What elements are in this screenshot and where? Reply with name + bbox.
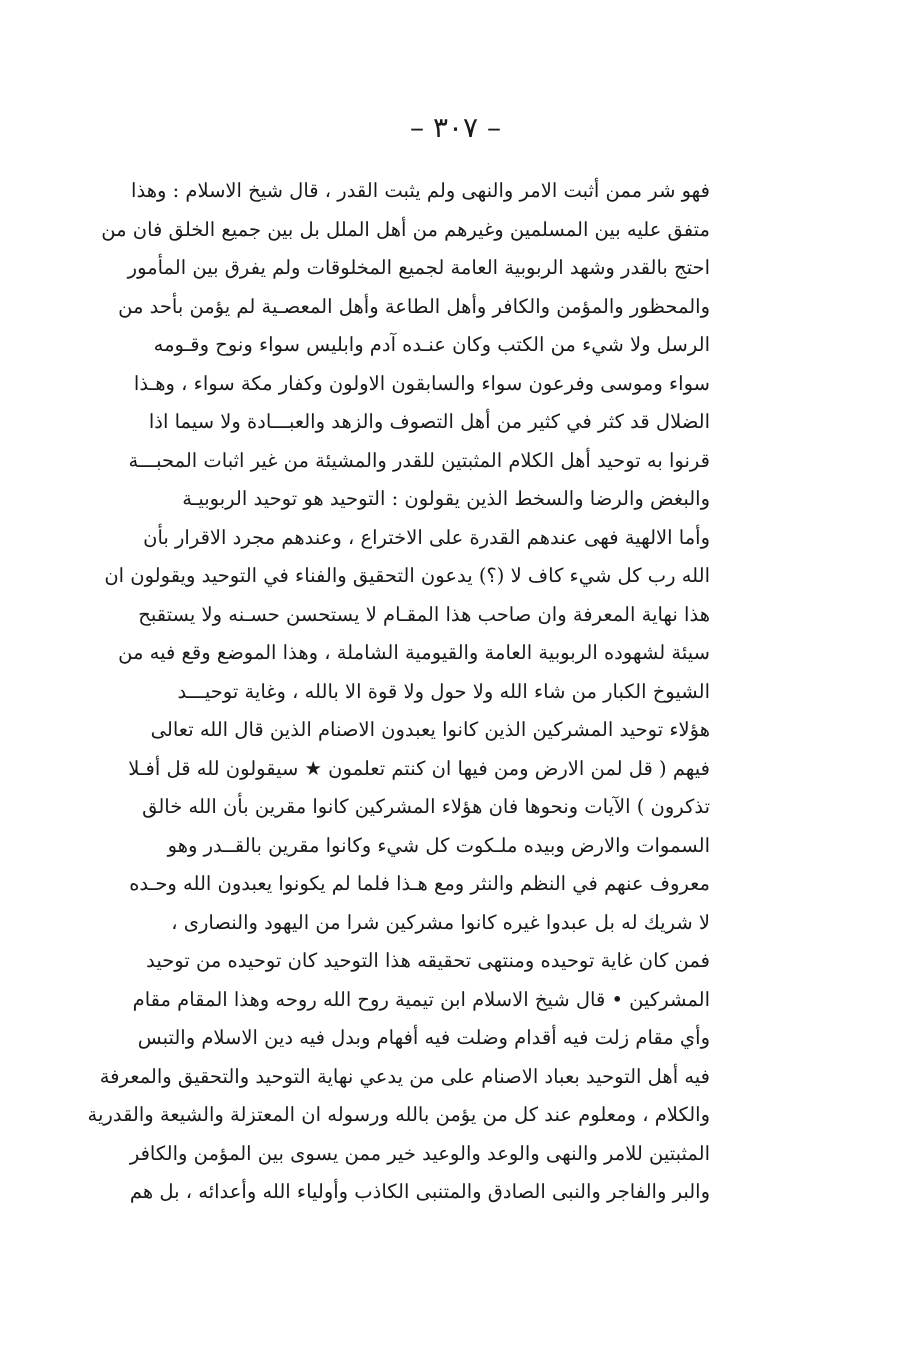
text-line: وأي مقام زلت فيه أقدام وضلت فيه أفهام وبدل فيه دين الاسلام والتبس xyxy=(137,1026,710,1049)
text-line: الشيوخ الكبار من شاء الله ولا حول ولا قوة الا بالله ، وغاية توحيـــد xyxy=(177,679,710,703)
text-line: المشركين • قال شيخ الاسلام ابن تيمية روح الله روحه وهذا المقام مقام xyxy=(132,987,710,1011)
text-line: سواء وموسى وفرعون سواء والسابقون الاولون وكفار مكة سواء ، وهـذا xyxy=(133,371,710,395)
text-line: والكلام ، ومعلوم عند كل من يؤمن بالله ورسوله ان المعتزلة والشيعة والقدرية xyxy=(87,1103,710,1126)
text-line: الرسل ولا شيء من الكتب وكان عنـده آدم وابليس سواء ونوح وقـومه xyxy=(153,333,710,356)
text-line: قرنوا به توحيد أهل الكلام المثبتين للقدر والمشيئة من غير اثبات المحبـــة xyxy=(128,448,710,472)
text-line: والبغض والرضا والسخط الذين يقولون : التوحيد هو توحيد الربوبيـة xyxy=(182,487,710,510)
text-line: متفق عليه بين المسلمين وغيرهم من أهل الملل بل بين جميع الخلق فان من xyxy=(101,217,710,241)
text-line: والبر والفاجر والنبى الصادق والمتنبى الكاذب وأولياء الله وأعدائه ، بل هم xyxy=(129,1180,710,1203)
text-line: والمحظور والمؤمن والكافر وأهل الطاعة وأهل المعصـية لم يؤمن بأحد من xyxy=(118,294,710,318)
text-line: سيئة لشهوده الربوبية العامة والقيومية الشاملة ، وهذا الموضع وقع فيه من xyxy=(118,641,710,664)
text-line: هؤلاء توحيد المشركين الذين كانوا يعبدون الاصنام الذين قال الله تعالى xyxy=(150,718,710,741)
text-line: فمن كان غاية توحيده ومنتهى تحقيقه هذا التوحيد كان توحيده من توحيد xyxy=(146,949,710,972)
page-number: – ٣٠٧ – xyxy=(410,111,501,144)
text-line: وأما الالهية فهى عندهم القدرة على الاختراع ، وعندهم مجرد الاقرار بأن xyxy=(143,525,710,549)
text-line: معروف عنهم في النظم والنثر ومع هـذا فلما لم يكونوا يعبدون الله وحـده xyxy=(129,872,710,895)
text-line: لا شريك له بل عبدوا غيره كانوا مشركين شرا من اليهود والنصارى ، xyxy=(171,910,710,934)
text-line: المثبتين للامر والنهى والوعد والوعيد خير ممن يسوى بين المؤمن والكافر xyxy=(129,1141,710,1165)
text-line: الضلال قد كثر في كثير من أهل التصوف والزهد والعبـــادة ولا سيما اذا xyxy=(148,410,710,433)
text-line: احتج بالقدر وشهد الربوبية العامة لجميع المخلوقات ولم يفرق بين المأمور xyxy=(127,256,710,279)
text-line: تذكرون ) الآيات ونحوها فان هؤلاء المشركين كانوا مقرين بأن الله خالق xyxy=(142,795,710,818)
text-line: السموات والارض وبيده ملـكوت كل شيء وكانوا مقرين بالقــدر وهو xyxy=(167,833,710,857)
text-line: فيهم ( قل لمن الارض ومن فيها ان كنتم تعلمون ★ سيقولون لله قل أفـلا xyxy=(128,756,710,780)
text-line: فهو شر ممن أثبت الامر والنهى ولم يثبت القدر ، قال شيخ الاسلام : وهذا xyxy=(131,179,710,202)
text-line: فيه أهل التوحيد بعباد الاصنام على من يدعي نهاية التوحيد والتحقيق والمعرفة xyxy=(99,1064,710,1088)
text-line: الله رب كل شيء كاف لا (؟) يدعون التحقيق والفناء في التوحيد ويقولون ان xyxy=(104,564,710,587)
body-text xyxy=(87,172,710,1212)
text-line: هذا نهاية المعرفة وان صاحب هذا المقـام لا يستحسن حسـنه ولا يستقبح xyxy=(138,602,710,626)
